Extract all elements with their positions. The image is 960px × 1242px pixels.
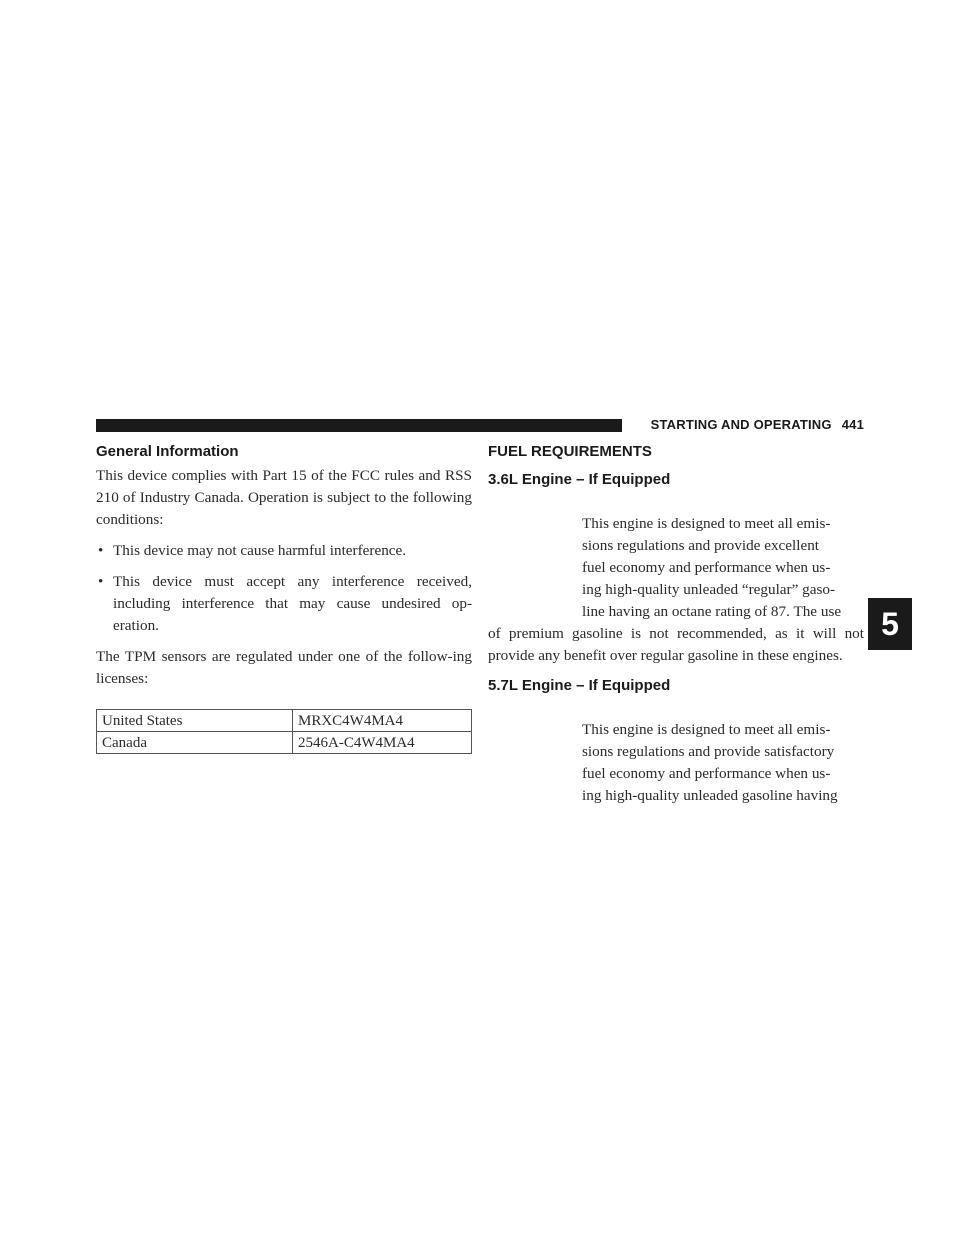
- header-rule: [96, 419, 622, 432]
- license-region: Canada: [97, 732, 293, 754]
- bullet-icon: •: [98, 573, 104, 590]
- running-header: [632, 417, 864, 432]
- license-region: United States: [97, 710, 293, 732]
- intro-paragraph: This device complies with Part 15 of the FCC rules and RSS 210 of Industry Canada. Operation is subject to the following conditions:: [96, 467, 472, 528]
- general-information-heading: General Information: [96, 443, 239, 460]
- section-title: STARTING AND OPERATING: [650, 417, 832, 432]
- license-table: [96, 709, 472, 754]
- list-item: • This device may not cause harmful interference.: [96, 540, 472, 562]
- license-id: 2546A-C4W4MA4: [293, 732, 472, 754]
- engine-36-indented-text: This engine is designed to meet all emis- sions regulations and provide excellent fuel economy and performance when us- ing high-quality unleaded “regular” gaso- line having an octane rating of 87. The use: [582, 515, 842, 620]
- page-number: 441: [841, 417, 864, 432]
- chapter-tab: 5: [868, 598, 912, 650]
- bullet-icon: •: [98, 542, 104, 559]
- engine-57-heading: 5.7L Engine – If Equipped: [488, 677, 671, 694]
- table-row: [97, 732, 472, 754]
- engine-36-heading: 3.6L Engine – If Equipped: [488, 471, 671, 488]
- tpm-paragraph: The TPM sensors are regulated under one of the follow-ing licenses:: [96, 648, 472, 687]
- engine-57-indented-text: This engine is designed to meet all emis- sions regulations and provide satisfactory fuel economy and performance when us- ing high-quality unleaded gasoline having: [582, 721, 838, 804]
- engine-36-continuation: of premium gasoline is not recommended, as it will not provide any benefit over regular gasoline in these engines.: [488, 625, 864, 664]
- general-information-body: [96, 465, 472, 754]
- fuel-requirements-heading: FUEL REQUIREMENTS: [488, 443, 652, 460]
- license-id: MRXC4W4MA4: [293, 710, 472, 732]
- table-row: [97, 710, 472, 732]
- conditions-list: [96, 540, 472, 637]
- list-item: • This device must accept any interference received, including interference that may cause undesired op-eration.: [98, 573, 472, 634]
